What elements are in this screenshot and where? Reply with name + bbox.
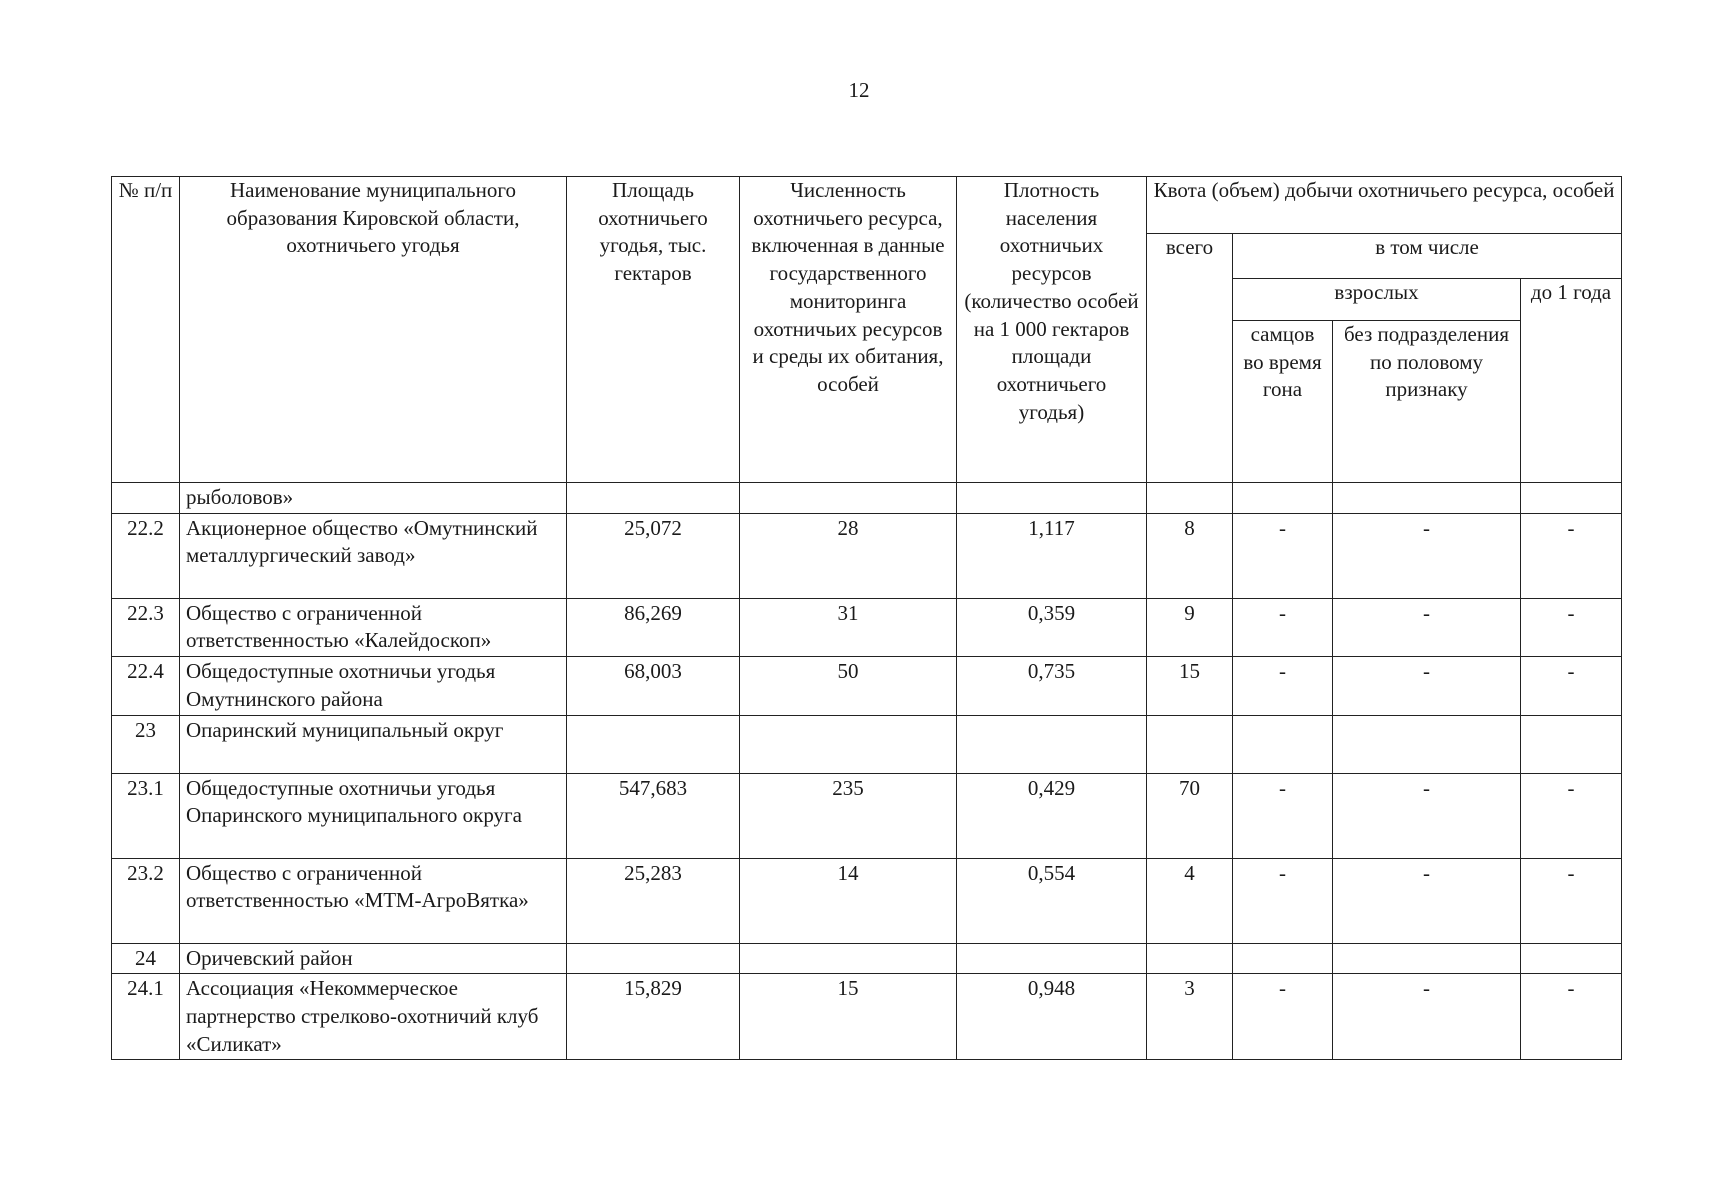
row-name: Акционерное общество «Омутнинский металлургический завод» [180, 513, 567, 598]
row-no-sex: - [1333, 513, 1521, 598]
row-total [1147, 715, 1233, 773]
row-males-rut [1233, 483, 1333, 514]
row-total: 70 [1147, 773, 1233, 858]
row-males-rut: - [1233, 598, 1333, 656]
row-density: 1,117 [957, 513, 1147, 598]
table-row [112, 773, 1622, 858]
row-total [1147, 483, 1233, 514]
table-body [112, 483, 1622, 1060]
table-row [112, 598, 1622, 656]
row-name: Общество с ограниченной ответственностью «МТМ-АгроВятка» [180, 858, 567, 943]
table-row [112, 974, 1622, 1060]
row-name: Оричевский район [180, 943, 567, 974]
page-number: 12 [848, 78, 870, 102]
row-males-rut: - [1233, 773, 1333, 858]
row-count: 50 [740, 657, 957, 715]
header-area: Площадь охотничьего угодья, тыс. гектаров [567, 177, 740, 483]
table-row [112, 943, 1622, 974]
row-density [957, 715, 1147, 773]
table-header [112, 177, 1622, 483]
row-density: 0,948 [957, 974, 1147, 1060]
row-name: Общество с ограниченной ответственностью «Калейдоскоп» [180, 598, 567, 656]
header-including: в том числе [1233, 234, 1622, 279]
row-no-sex: - [1333, 657, 1521, 715]
row-count: 14 [740, 858, 957, 943]
row-total: 3 [1147, 974, 1233, 1060]
row-count [740, 483, 957, 514]
row-num: 24.1 [112, 974, 180, 1060]
table-row [112, 513, 1622, 598]
row-under-one: - [1521, 598, 1622, 656]
row-area: 25,072 [567, 513, 740, 598]
header-under-one: до 1 года [1521, 279, 1622, 483]
row-under-one: - [1521, 858, 1622, 943]
header-name: Наименование муниципального образования Кировской области, охотничьего угодья [180, 177, 567, 483]
row-no-sex: - [1333, 974, 1521, 1060]
header-count: Численность охотничьего ресурса, включенная в данные государственного мониторинга охотничьих ресурсов и среды их обитания, особей [740, 177, 957, 483]
row-num: 24 [112, 943, 180, 974]
row-no-sex [1333, 715, 1521, 773]
row-males-rut: - [1233, 657, 1333, 715]
row-density [957, 943, 1147, 974]
row-num: 22.4 [112, 657, 180, 715]
row-num: 22.3 [112, 598, 180, 656]
row-under-one: - [1521, 657, 1622, 715]
row-num: 23.1 [112, 773, 180, 858]
row-no-sex [1333, 943, 1521, 974]
header-num: № п/п [112, 177, 180, 483]
row-count: 28 [740, 513, 957, 598]
row-count: 31 [740, 598, 957, 656]
row-no-sex: - [1333, 598, 1521, 656]
row-area [567, 483, 740, 514]
table-row [112, 858, 1622, 943]
row-males-rut [1233, 943, 1333, 974]
header-quota: Квота (объем) добычи охотничьего ресурса, особей [1147, 177, 1622, 234]
row-no-sex [1333, 483, 1521, 514]
row-males-rut: - [1233, 858, 1333, 943]
row-num [112, 483, 180, 514]
row-area: 86,269 [567, 598, 740, 656]
row-density: 0,429 [957, 773, 1147, 858]
row-total: 8 [1147, 513, 1233, 598]
header-no-sex: без подразделения по половому признаку [1333, 321, 1521, 483]
row-under-one [1521, 715, 1622, 773]
row-males-rut [1233, 715, 1333, 773]
row-no-sex: - [1333, 858, 1521, 943]
table-row [112, 657, 1622, 715]
header-total: всего [1147, 234, 1233, 483]
row-total [1147, 943, 1233, 974]
row-name: Ассоциация «Некоммерческое партнерство стрелково-охотничий клуб «Силикат» [180, 974, 567, 1060]
row-count [740, 943, 957, 974]
row-males-rut: - [1233, 974, 1333, 1060]
row-area: 547,683 [567, 773, 740, 858]
row-count: 235 [740, 773, 957, 858]
row-total: 4 [1147, 858, 1233, 943]
row-under-one [1521, 943, 1622, 974]
row-count: 15 [740, 974, 957, 1060]
row-num: 23.2 [112, 858, 180, 943]
row-name: Опаринский муниципальный округ [180, 715, 567, 773]
table-row [112, 483, 1622, 514]
row-count [740, 715, 957, 773]
row-name: Общедоступные охотничьи угодья Опаринского муниципального округа [180, 773, 567, 858]
row-num: 23 [112, 715, 180, 773]
row-under-one: - [1521, 773, 1622, 858]
row-males-rut: - [1233, 513, 1333, 598]
header-males-rut: самцов во время гона [1233, 321, 1333, 483]
row-area [567, 943, 740, 974]
row-density: 0,735 [957, 657, 1147, 715]
header-density: Плотность населения охотничьих ресурсов (количество особей на 1 000 гектаров площади охотничьего угодья) [957, 177, 1147, 483]
header-adults: взрослых [1233, 279, 1521, 321]
quota-table [111, 176, 1622, 1060]
row-no-sex: - [1333, 773, 1521, 858]
row-under-one: - [1521, 513, 1622, 598]
row-under-one: - [1521, 974, 1622, 1060]
row-density: 0,359 [957, 598, 1147, 656]
row-under-one [1521, 483, 1622, 514]
row-area: 25,283 [567, 858, 740, 943]
row-density: 0,554 [957, 858, 1147, 943]
row-total: 15 [1147, 657, 1233, 715]
row-total: 9 [1147, 598, 1233, 656]
table-row [112, 715, 1622, 773]
row-area: 68,003 [567, 657, 740, 715]
row-num: 22.2 [112, 513, 180, 598]
row-density [957, 483, 1147, 514]
row-name: Общедоступные охотничьи угодья Омутнинского района [180, 657, 567, 715]
row-area [567, 715, 740, 773]
row-area: 15,829 [567, 974, 740, 1060]
row-name: рыболовов» [180, 483, 567, 514]
